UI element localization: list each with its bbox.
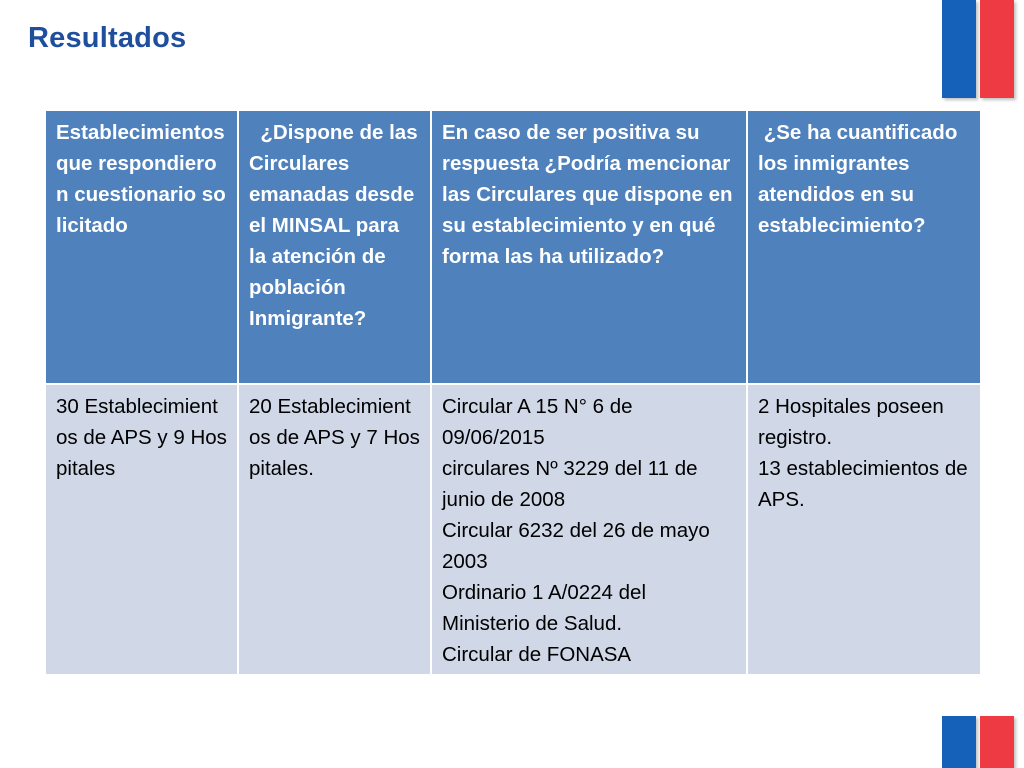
- table-header-row: [45, 110, 981, 384]
- cell-cuantificacion: [747, 384, 981, 675]
- flag-logo-footer: [942, 716, 1014, 768]
- cell-disponen-circulares: 20 Establecimientos de APS y 7 Hospitales.: [238, 384, 431, 675]
- results-table-container: [44, 109, 980, 676]
- flag-red-bar: [980, 716, 1014, 768]
- flag-logo: [942, 0, 1014, 98]
- circular-item: circulares Nº 3229 del 11 de junio de 2008: [442, 457, 698, 511]
- cuantificacion-item: 13 establecimientos de APS.: [758, 457, 968, 511]
- table-row: [45, 384, 981, 675]
- circular-item: Circular de FONASA: [442, 643, 632, 666]
- circular-item: Circular 6232 del 26 de mayo 2003: [442, 519, 710, 573]
- header-circulares-minsal: ¿Dispone de las Circulares emanadas desde el MINSAL para la atención de población Inmigrante?: [238, 110, 431, 384]
- header-cuantificacion: ¿Se ha cuantificado los inmigrantes atendidos en su establecimiento?: [747, 110, 981, 384]
- slide-title: Resultados: [28, 22, 187, 54]
- cell-establecimientos-respondieron: 30 Establecimientos de APS y 9 Hospitales: [45, 384, 238, 675]
- header-circulares-uso: En caso de ser positiva su respuesta ¿Podría mencionar las Circulares que dispone en su establecimiento y en qué forma las ha utilizado?: [431, 110, 747, 384]
- cell-circulares-list: [431, 384, 747, 675]
- circular-item: Ordinario 1 A/0224 del Ministerio de Salud.: [442, 581, 646, 635]
- header-establecimientos: Establecimientos que respondieron cuestionario solicitado: [45, 110, 238, 384]
- results-table: [44, 109, 982, 676]
- flag-blue-bar: [942, 0, 976, 98]
- circular-item: Circular A 15 N° 6 de 09/06/2015: [442, 395, 633, 449]
- flag-red-bar: [980, 0, 1014, 98]
- cuantificacion-item: 2 Hospitales poseen registro.: [758, 395, 944, 449]
- flag-blue-bar: [942, 716, 976, 768]
